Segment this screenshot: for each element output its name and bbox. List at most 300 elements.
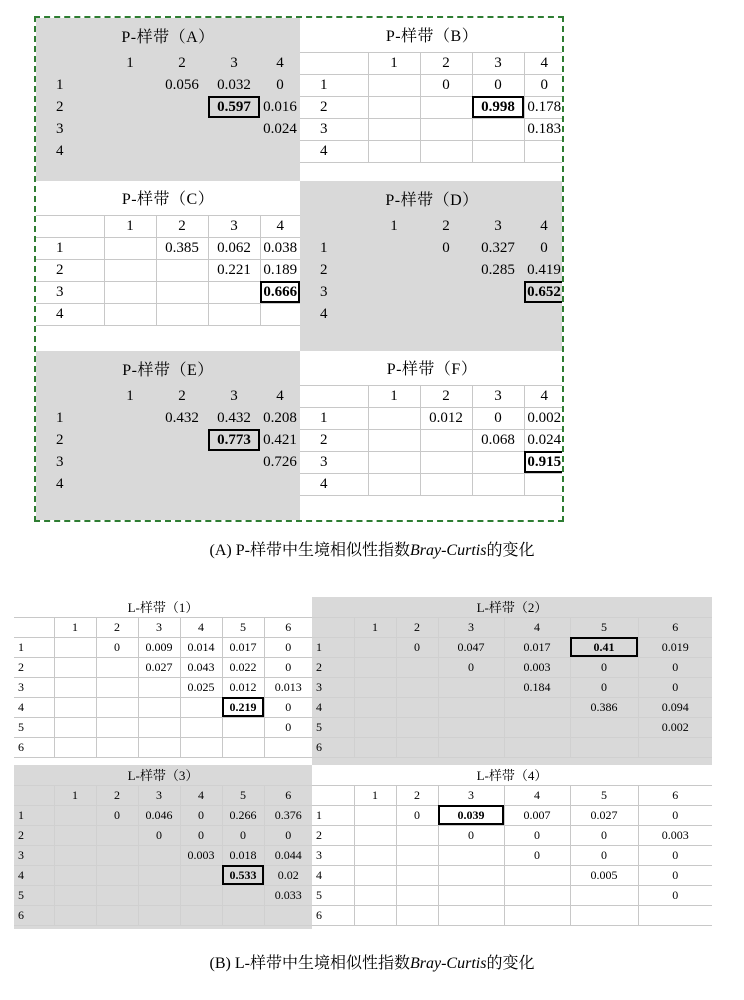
- matrix-cell: [420, 259, 472, 281]
- row-header: 3: [36, 281, 104, 303]
- row-header: 6: [312, 905, 354, 925]
- row-header: 3: [312, 845, 354, 865]
- table-row: [14, 657, 312, 677]
- row-header: 3: [300, 118, 368, 140]
- corner-cell: [300, 52, 368, 74]
- matrix-cell: 0: [180, 805, 222, 825]
- row-header: 2: [14, 825, 54, 845]
- highlighted-cell: 0.219: [222, 697, 264, 717]
- matrix-cell: 0.027: [138, 657, 180, 677]
- matrix-cell: [96, 825, 138, 845]
- matrix-cell: [54, 737, 96, 757]
- matrix-cell: [570, 717, 638, 737]
- corner-cell: [36, 215, 104, 237]
- matrix-cell: [54, 657, 96, 677]
- table-row: [14, 885, 312, 905]
- row-header: 1: [300, 407, 368, 429]
- matrix-cell: 0: [180, 825, 222, 845]
- corner-cell: [36, 52, 104, 74]
- table-row: [14, 845, 312, 865]
- row-header: 1: [14, 637, 54, 657]
- column-header-row: [312, 785, 712, 805]
- column-header: 4: [180, 785, 222, 805]
- table-row: [36, 140, 300, 162]
- row-header: 2: [14, 657, 54, 677]
- matrix-cell: [368, 140, 420, 162]
- matrix-cell: [354, 905, 396, 925]
- matrix-cell: [570, 885, 638, 905]
- table-row: [300, 451, 562, 473]
- matrix-cell: [104, 118, 156, 140]
- matrix-cell: 0: [222, 825, 264, 845]
- matrix-cell: 0.007: [504, 805, 570, 825]
- matrix-cell: 0.002: [524, 407, 562, 429]
- table-row: [36, 429, 300, 451]
- table-row: [36, 281, 300, 303]
- matrix-cell: [104, 259, 156, 281]
- panel-title: P-样带（D）: [385, 191, 479, 209]
- column-header: 3: [472, 385, 524, 407]
- matrix-table: [312, 597, 712, 758]
- table-row: [312, 845, 712, 865]
- matrix-cell: 0.266: [222, 805, 264, 825]
- matrix-cell: [180, 717, 222, 737]
- table-row: [36, 96, 300, 118]
- part-a-frame: [34, 16, 564, 522]
- matrix-cell: 0: [472, 74, 524, 96]
- matrix-cell: 0.02: [264, 865, 312, 885]
- matrix-cell: 0: [638, 805, 712, 825]
- matrix-cell: [156, 303, 208, 325]
- matrix-cell: [438, 905, 504, 925]
- row-header: 2: [300, 96, 368, 118]
- corner-cell: [300, 215, 368, 237]
- matrix-cell: [396, 905, 438, 925]
- matrix-cell: [438, 717, 504, 737]
- row-header: 6: [14, 737, 54, 757]
- matrix-cell: 0: [438, 825, 504, 845]
- matrix-cell: [96, 697, 138, 717]
- matrix-cell: [156, 473, 208, 495]
- matrix-cell: [104, 429, 156, 451]
- caption-a: [0, 537, 744, 560]
- matrix-cell: [396, 845, 438, 865]
- caption-a-em: Bray-Curtis: [409, 542, 487, 559]
- table-row: [312, 637, 712, 657]
- matrix-cell: [208, 118, 260, 140]
- matrix-cell: 0: [638, 845, 712, 865]
- row-header: 3: [320, 283, 328, 300]
- matrix-cell: [156, 118, 208, 140]
- table-row: [300, 96, 562, 118]
- row-header: 1: [36, 237, 104, 259]
- matrix-cell: 0: [504, 825, 570, 845]
- matrix-cell: [438, 737, 504, 757]
- matrix-cell: [354, 825, 396, 845]
- matrix-cell: [104, 303, 156, 325]
- row-header: 3: [312, 677, 354, 697]
- matrix-table: [36, 18, 300, 162]
- matrix-cell: 0: [570, 657, 638, 677]
- matrix-cell: 0.043: [180, 657, 222, 677]
- matrix-cell: [96, 717, 138, 737]
- highlighted-cell: 0.41: [570, 637, 638, 657]
- matrix-cell: 0.047: [438, 637, 504, 657]
- matrix-cell: 0.024: [524, 429, 562, 451]
- column-header: 5: [570, 785, 638, 805]
- panel-d: [300, 181, 562, 351]
- matrix-cell: [354, 677, 396, 697]
- matrix-cell: [156, 96, 208, 118]
- column-header-row: [14, 617, 312, 637]
- matrix-cell: [420, 281, 472, 303]
- table-row: [14, 737, 312, 757]
- matrix-cell: [396, 825, 438, 845]
- row-header: 1: [300, 74, 368, 96]
- panel-title-row: [300, 18, 562, 52]
- table-row: [36, 237, 300, 259]
- matrix-cell: [438, 865, 504, 885]
- column-header: 3: [438, 617, 504, 637]
- matrix-cell: [472, 451, 524, 473]
- matrix-cell: [472, 473, 524, 495]
- panel-title-row: [312, 597, 712, 617]
- matrix-cell: [156, 140, 208, 162]
- matrix-cell: 0: [540, 239, 548, 256]
- matrix-cell: [504, 737, 570, 757]
- table-row: [14, 677, 312, 697]
- row-header: 1: [14, 805, 54, 825]
- matrix-cell: 0.003: [180, 845, 222, 865]
- matrix-cell: 0.032: [217, 76, 251, 93]
- table-row: [14, 865, 312, 885]
- panel-c: [36, 181, 300, 351]
- matrix-cell: [420, 473, 472, 495]
- matrix-cell: [54, 865, 96, 885]
- matrix-cell: [638, 737, 712, 757]
- panel-title: L-样带（2）: [476, 600, 548, 616]
- matrix-cell: [104, 74, 156, 96]
- table-row: [14, 637, 312, 657]
- matrix-cell: [138, 845, 180, 865]
- matrix-cell: [264, 905, 312, 925]
- matrix-cell: [472, 281, 524, 303]
- table-row: [300, 237, 562, 259]
- matrix-cell: 0: [264, 825, 312, 845]
- column-header: 6: [638, 785, 712, 805]
- column-header: 2: [96, 785, 138, 805]
- matrix-table: [300, 351, 562, 496]
- matrix-cell: 0.285: [481, 261, 515, 278]
- matrix-cell: [504, 717, 570, 737]
- row-header: 4: [56, 475, 64, 492]
- matrix-cell: [472, 303, 524, 325]
- column-header: 6: [638, 617, 712, 637]
- row-header: 1: [56, 409, 64, 426]
- matrix-cell: [222, 717, 264, 737]
- matrix-cell: 0: [96, 637, 138, 657]
- panel-l4: [312, 765, 712, 929]
- matrix-cell: [138, 865, 180, 885]
- row-header: 2: [36, 259, 104, 281]
- table-row: [14, 825, 312, 845]
- table-row: [36, 407, 300, 429]
- matrix-cell: 0.005: [570, 865, 638, 885]
- matrix-cell: [396, 737, 438, 757]
- matrix-cell: [138, 737, 180, 757]
- column-header-row: [300, 52, 562, 74]
- column-header: 1: [104, 215, 156, 237]
- matrix-cell: 0: [638, 657, 712, 677]
- matrix-cell: [180, 737, 222, 757]
- column-header: 1: [126, 54, 134, 71]
- table-row: [300, 281, 562, 303]
- matrix-cell: [368, 303, 420, 325]
- matrix-cell: 0: [638, 885, 712, 905]
- matrix-cell: 0.183: [524, 118, 562, 140]
- corner-cell: [312, 785, 354, 805]
- matrix-cell: [354, 885, 396, 905]
- table-row: [14, 805, 312, 825]
- matrix-cell: 0.432: [217, 409, 251, 426]
- caption-a-prefix: (A) P-样带中生境相似性指数: [209, 542, 410, 559]
- column-header: 2: [156, 215, 208, 237]
- matrix-cell: 0.025: [180, 677, 222, 697]
- matrix-cell: 0.184: [504, 677, 570, 697]
- table-row: [300, 429, 562, 451]
- table-row: [300, 473, 562, 495]
- row-header: 1: [312, 637, 354, 657]
- row-header: 4: [300, 473, 368, 495]
- matrix-cell: [156, 259, 208, 281]
- matrix-cell: [438, 697, 504, 717]
- panel-e: [36, 351, 300, 520]
- row-header: 5: [14, 717, 54, 737]
- highlighted-cell: 0.533: [222, 865, 264, 885]
- table-row: [36, 259, 300, 281]
- table-row: [14, 905, 312, 925]
- panel-title: L-样带（4）: [476, 768, 548, 784]
- matrix-cell: [138, 905, 180, 925]
- corner-cell: [300, 385, 368, 407]
- row-header: 4: [300, 140, 368, 162]
- matrix-table: [300, 18, 562, 163]
- highlighted-cell: 0.039: [438, 805, 504, 825]
- column-header: 1: [354, 785, 396, 805]
- matrix-cell: [156, 281, 208, 303]
- matrix-cell: [438, 845, 504, 865]
- matrix-cell: 0.221: [208, 259, 260, 281]
- matrix-cell: 0: [570, 825, 638, 845]
- matrix-cell: [420, 96, 472, 118]
- matrix-table: [312, 765, 712, 926]
- column-header-row: [36, 52, 300, 74]
- row-header: 2: [312, 657, 354, 677]
- matrix-cell: [260, 140, 300, 162]
- matrix-cell: 0.385: [156, 237, 208, 259]
- matrix-cell: [504, 905, 570, 925]
- matrix-cell: [96, 737, 138, 757]
- matrix-cell: 0.386: [570, 697, 638, 717]
- column-header: 3: [230, 387, 238, 404]
- matrix-cell: [368, 237, 420, 259]
- panel-title-row: [36, 181, 300, 215]
- matrix-cell: [54, 805, 96, 825]
- table-row: [312, 885, 712, 905]
- matrix-cell: 0.432: [165, 409, 199, 426]
- matrix-table: [14, 597, 312, 758]
- panel-title: P-样带（A）: [121, 28, 215, 46]
- matrix-cell: 0: [264, 637, 312, 657]
- table-row: [300, 74, 562, 96]
- matrix-cell: 0.046: [138, 805, 180, 825]
- column-header: 2: [178, 387, 186, 404]
- panel-title-row: [14, 597, 312, 617]
- matrix-cell: [104, 473, 156, 495]
- column-header: 4: [276, 387, 284, 404]
- matrix-cell: 0: [638, 677, 712, 697]
- column-header: 2: [420, 52, 472, 74]
- matrix-cell: [354, 717, 396, 737]
- panel-title: L-样带（1）: [127, 600, 199, 616]
- panel-title: P-样带（C）: [121, 191, 215, 209]
- matrix-cell: [156, 451, 208, 473]
- highlighted-cell: 0.597: [208, 96, 260, 118]
- matrix-cell: 0.014: [180, 637, 222, 657]
- matrix-cell: [222, 737, 264, 757]
- row-header: 3: [56, 453, 64, 470]
- panel-b: [300, 18, 562, 181]
- table-row: [312, 905, 712, 925]
- matrix-cell: [368, 74, 420, 96]
- row-header: 1: [312, 805, 354, 825]
- corner-cell: [14, 785, 54, 805]
- row-header: 5: [312, 717, 354, 737]
- column-header: 4: [504, 617, 570, 637]
- matrix-cell: 0: [638, 865, 712, 885]
- matrix-cell: [504, 885, 570, 905]
- matrix-cell: 0.022: [222, 657, 264, 677]
- column-header: 1: [368, 385, 420, 407]
- row-header: 2: [56, 431, 64, 448]
- matrix-cell: 0: [96, 805, 138, 825]
- matrix-cell: 0.009: [138, 637, 180, 657]
- matrix-cell: [260, 473, 300, 495]
- caption-b-suffix: 的变化: [486, 955, 535, 972]
- matrix-cell: [96, 677, 138, 697]
- matrix-cell: [438, 885, 504, 905]
- row-header: 1: [320, 239, 328, 256]
- matrix-cell: [504, 865, 570, 885]
- column-header: 4: [504, 785, 570, 805]
- matrix-cell: [208, 303, 260, 325]
- matrix-cell: 0.018: [222, 845, 264, 865]
- matrix-cell: [420, 118, 472, 140]
- matrix-cell: 0: [504, 845, 570, 865]
- matrix-cell: 0.044: [264, 845, 312, 865]
- panel-title: L-样带（3）: [127, 768, 199, 784]
- matrix-table: [14, 765, 312, 926]
- table-row: [36, 473, 300, 495]
- column-header: 6: [264, 785, 312, 805]
- matrix-cell: [54, 697, 96, 717]
- matrix-cell: 0.038: [260, 237, 300, 259]
- matrix-cell: [54, 637, 96, 657]
- column-header-row: [36, 215, 300, 237]
- matrix-cell: [524, 140, 562, 162]
- row-header: 2: [56, 98, 64, 115]
- row-header: 1: [56, 76, 64, 93]
- matrix-cell: 0.376: [264, 805, 312, 825]
- matrix-cell: [54, 905, 96, 925]
- matrix-cell: [208, 473, 260, 495]
- matrix-cell: [420, 429, 472, 451]
- matrix-cell: [354, 657, 396, 677]
- row-header: 4: [14, 697, 54, 717]
- matrix-cell: 0.421: [263, 431, 297, 448]
- row-header: 3: [14, 677, 54, 697]
- matrix-cell: [222, 885, 264, 905]
- column-header: 3: [208, 215, 260, 237]
- column-header: 1: [354, 617, 396, 637]
- matrix-cell: 0.016: [263, 98, 297, 115]
- table-row: [312, 737, 712, 757]
- matrix-cell: 0.056: [165, 76, 199, 93]
- matrix-cell: [396, 885, 438, 905]
- matrix-table: [36, 181, 300, 326]
- table-row: [312, 825, 712, 845]
- matrix-cell: 0.189: [260, 259, 300, 281]
- panel-title-row: [300, 181, 562, 215]
- row-header: 4: [312, 697, 354, 717]
- matrix-cell: [368, 281, 420, 303]
- column-header: 2: [420, 385, 472, 407]
- matrix-cell: [222, 905, 264, 925]
- matrix-cell: [104, 407, 156, 429]
- matrix-cell: [54, 885, 96, 905]
- panel-l3: [14, 765, 312, 929]
- panel-title-row: [36, 351, 300, 385]
- matrix-cell: [354, 865, 396, 885]
- matrix-cell: [138, 885, 180, 905]
- column-header: 4: [524, 52, 562, 74]
- row-header: 4: [312, 865, 354, 885]
- matrix-cell: [180, 885, 222, 905]
- matrix-cell: [208, 140, 260, 162]
- matrix-cell: [96, 845, 138, 865]
- panel-title: P-样带（F）: [386, 361, 478, 379]
- matrix-cell: 0.178: [524, 96, 562, 118]
- highlighted-cell: 0.652: [524, 281, 562, 303]
- column-header-row: [300, 385, 562, 407]
- column-header: 5: [222, 785, 264, 805]
- matrix-cell: 0: [438, 657, 504, 677]
- matrix-cell: 0.003: [638, 825, 712, 845]
- column-header: 1: [126, 387, 134, 404]
- matrix-cell: [438, 677, 504, 697]
- table-row: [36, 118, 300, 140]
- column-header-row: [14, 785, 312, 805]
- matrix-cell: [96, 657, 138, 677]
- highlighted-cell: 0.773: [208, 429, 260, 451]
- table-row: [300, 118, 562, 140]
- column-header: 3: [472, 52, 524, 74]
- column-header: 2: [396, 785, 438, 805]
- caption-b-em: Bray-Curtis: [409, 955, 487, 972]
- panel-title: P-样带（B）: [385, 28, 479, 46]
- column-header: 4: [260, 215, 300, 237]
- row-header: 4: [56, 142, 64, 159]
